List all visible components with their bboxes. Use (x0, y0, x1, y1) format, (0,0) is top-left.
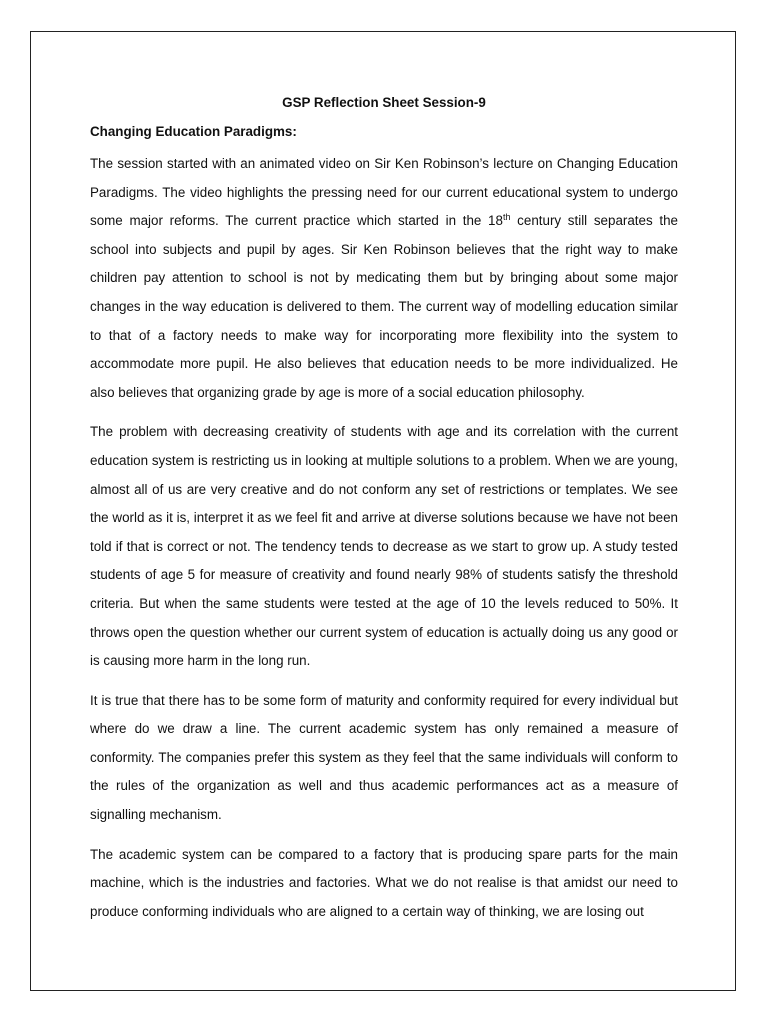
ordinal-superscript: th (502, 212, 511, 223)
document-body (90, 94, 678, 937)
paragraph-1-text-a: The session started with an animated video on Sir Ken Robinson’s lecture on Changing Education Paradigms. The video highlights the pressing need for our current educational system to undergo some major reforms. The current practice which started in the 18 (90, 156, 678, 229)
paragraph-1-text-b: century still separates the school into subjects and pupil by ages. Sir Ken Robinson believes that the right way to make children pay attention to school is not by medicating them but by bringing about some major changes in the way education is delivered to them. The current way of modelling education similar to that of a factory needs to make way for incorporating more flexibility into the system to accommodate more pupil. He also believes that education needs to be more individualized. He also believes that organizing grade by age is more of a social education philosophy. (90, 213, 678, 400)
section-heading: Changing Education Paradigms: (90, 124, 297, 139)
paragraph-2: The problem with decreasing creativity of students with age and its correlation with the current education system is restricting us in looking at multiple solutions to a problem. When we are young, almost all of us are very creative and do not conform any set of restrictions or templates. We see the world as it is, interpret it as we feel fit and arrive at diverse solutions because we have not been told if that is correct or not. The tendency tends to decrease as we start to grow up. A study tested students of age 5 for measure of creativity and found nearly 98% of students satisfy the threshold criteria. But when the same students were tested at the age of 10 the levels reduced to 50%. It throws open the question whether our current system of education is actually doing us any good or is causing more harm in the long run. (90, 424, 678, 669)
paragraph-3: It is true that there has to be some form of maturity and conformity required for every individual but where do we draw a line. The current academic system has only remained a measure of conformity. The companies prefer this system as they feel that the same individuals will conform to the rules of the organization as well and thus academic performances act as a measure of signalling mechanism. (90, 692, 678, 823)
document-title: GSP Reflection Sheet Session-9 (282, 95, 486, 110)
paragraph-1 (90, 150, 678, 407)
paragraph-4: The academic system can be compared to a factory that is producing spare parts for the main machine, which is the industries and factories. What we do not realise is that amidst our need to produce conforming individuals who are aligned to a certain way of thinking, we are losing out (90, 846, 678, 919)
